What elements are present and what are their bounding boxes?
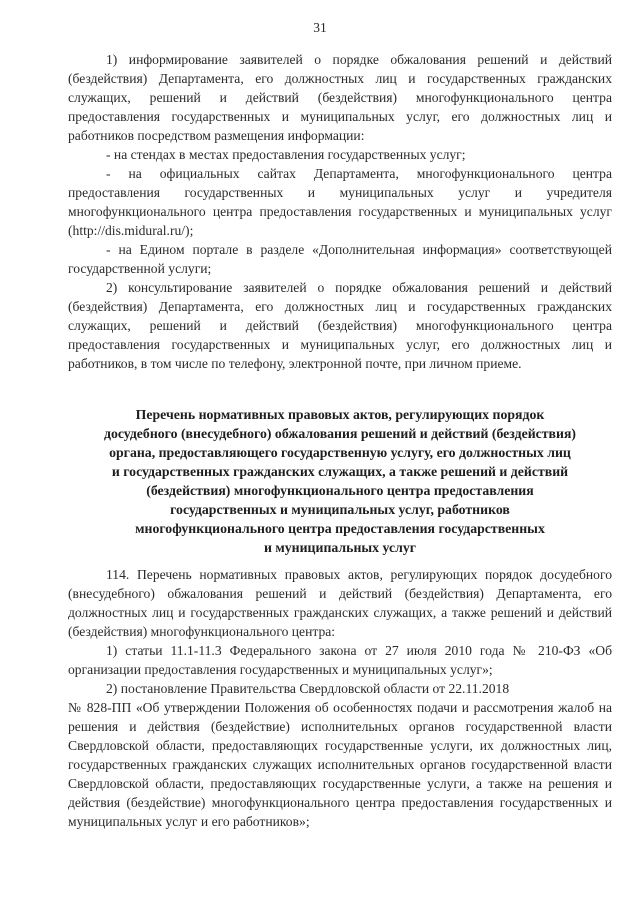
heading-line: государственных и муниципальных услуг, работников: [170, 502, 510, 517]
heading-line: Перечень нормативных правовых актов, регулирующих порядок: [135, 407, 545, 422]
paragraph: - на стендах в местах предоставления государственных услуг;: [106, 147, 466, 162]
paragraph: - на официальных сайтах Департамента, многофункционального центра предоставления государственных и муниципальных услуг и учредителя многофункционального центра предоставления государственных и муниципальных услуг (http://dis.midural.ru/);: [68, 166, 612, 238]
paragraph: 114. Перечень нормативных правовых актов, регулирующих порядок досудебного (внесудебного) обжалования решений и действий (бездействия) Департамента, его должностных лиц и государственных гражданских служащих, а также решений и действий (бездействия) многофункционального центра:: [68, 567, 612, 639]
heading-line: (бездействия) многофункционального центра предоставления: [146, 483, 534, 498]
heading-line: и муниципальных услуг: [263, 540, 417, 555]
paragraph: 2) постановление Правительства Свердловской области от 22.11.2018: [106, 681, 510, 696]
paragraph: № 828-ПП «Об утверждении Положения об особенностях подачи и рассмотрения жалоб на решения и действия (бездействие) исполнительных органов государственной власти Свердловской области, предоставляющих государственные услуги, их должностных лиц, государственных гражданских служащих исполнительных органов государственной власти Свердловской области, предоставляющих государственные услуги, а также на решения и действия (бездействие) многофункционального центра предоставления государственных и муниципальных услуг и его работников»;: [68, 700, 612, 829]
paragraph: 2) консультирование заявителей о порядке обжалования решений и действий (бездействия) Департамента, его должностных лиц и государственных гражданских служащих, решений и действий (бездействия) многофункционального центра предоставления государственных и муниципальных услуг, его должностных лиц и работников, в том числе по телефону, электронной почте, при личном приеме.: [68, 280, 612, 371]
heading-line: досудебного (внесудебного) обжалования решений и действий (бездействия): [103, 426, 577, 441]
section-heading: [68, 405, 612, 557]
heading-line: и государственных гражданских служащих, а также решений и действий: [111, 464, 569, 479]
page-number: 31: [313, 20, 327, 35]
heading-line: многофункционального центра предоставления государственных: [135, 521, 545, 536]
heading-line: органа, предоставляющего государственную услугу, его должностных лиц: [109, 445, 571, 460]
paragraph: 1) информирование заявителей о порядке обжалования решений и действий (бездействия) Департамента, его должностных лиц и государственных гражданских служащих, решений и действий (бездействия) многофункционального центра предоставления государственных и муниципальных услуг, его должностных лиц и работников посредством размещения информации:: [68, 52, 612, 143]
section-appeal-information: [68, 50, 612, 373]
section-legal-acts: [68, 565, 612, 831]
paragraph: 1) статьи 11.1-11.3 Федерального закона от 27 июля 2010 года № 210-ФЗ «Об организации предоставления государственных и муниципальных услуг»;: [68, 643, 612, 677]
paragraph: - на Едином портале в разделе «Дополнительная информация» соответствующей государственной услуги;: [68, 242, 612, 276]
